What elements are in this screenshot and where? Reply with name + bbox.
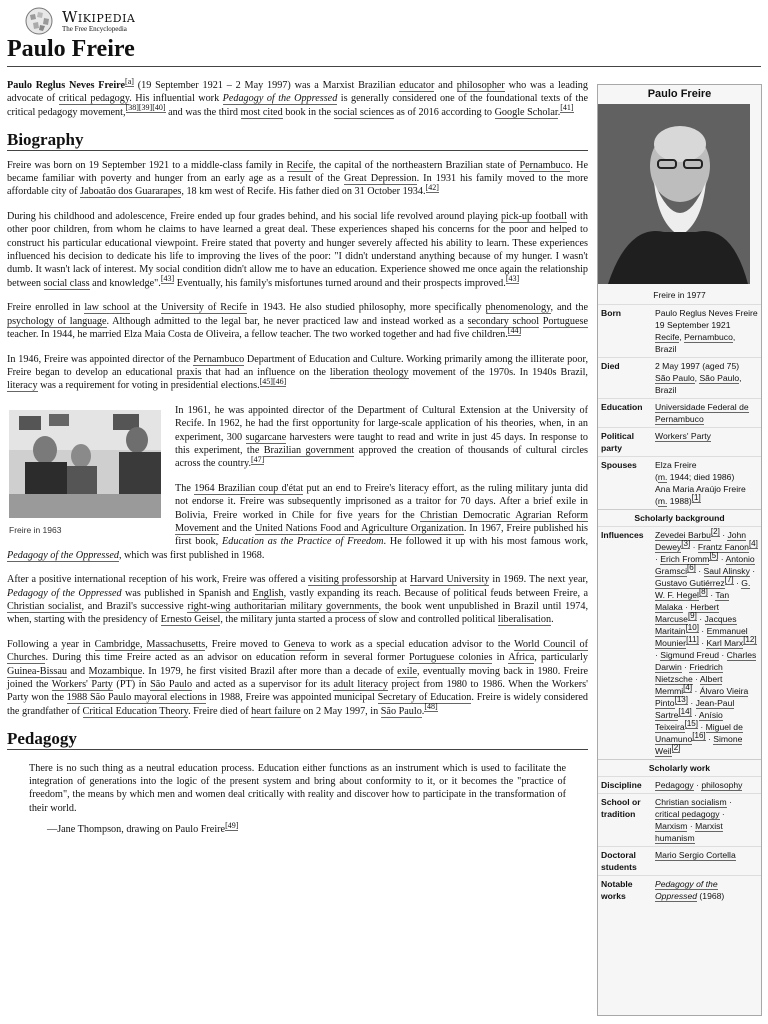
influence-link[interactable]: Sigmund Freud: [660, 650, 720, 660]
spouse-marriage: (m. 1988)[1]: [655, 493, 701, 506]
photo-freire-1977[interactable]: [598, 104, 750, 284]
link-pernambuco[interactable]: Pernambuco: [684, 332, 733, 342]
text: was published in Spanish and: [121, 587, 253, 599]
text: was a requirement for voting in presidential elections.: [37, 380, 260, 392]
bio-paragraph-7: [7, 573, 588, 627]
link-africa[interactable]: Africa: [508, 652, 535, 664]
text: that had an influence on the: [201, 366, 330, 378]
page-title: Paulo Freire: [7, 36, 135, 62]
birth-name: Paulo Reglus Neves Freire: [655, 308, 758, 318]
link-portuguese-colonies[interactable]: Portuguese colonies: [408, 652, 493, 664]
text: Eventually, his family's misfortunes turned around and their prospects improved.: [174, 277, 506, 289]
spouse-marriage: (m. 1944; died 1986): [655, 472, 735, 482]
footnote-link[interactable]: [13]: [674, 695, 688, 705]
infobox-row-discipline: [598, 776, 761, 793]
infobox-row-party: [598, 427, 761, 456]
text: , Brazil: [655, 373, 742, 395]
text: Freire enrolled in: [7, 302, 85, 314]
text: After a positive international reception of his work, Freire was offered a: [7, 574, 309, 586]
link-pedagogy-of-the-oppressed[interactable]: Pedagogy of the Oppressed: [222, 93, 338, 105]
text: and the: [219, 522, 255, 534]
influence-link[interactable]: Simone Weil: [655, 734, 743, 756]
link-university-of-recife[interactable]: University of Recife: [161, 302, 247, 314]
text: . Freire died of: [188, 705, 252, 717]
link-educator[interactable]: educator: [399, 80, 435, 91]
text: , and Brazil's successive: [81, 601, 188, 612]
footnote-link[interactable]: [15]: [684, 719, 698, 729]
link-workers-party[interactable]: Workers' Party: [655, 431, 711, 441]
influence-link[interactable]: Anísio Teixeira: [655, 710, 723, 732]
bio-paragraph-4: [7, 353, 588, 393]
footnote-link[interactable]: [2]: [671, 743, 681, 753]
infobox-section-scholarly-work: Scholarly work: [598, 759, 761, 776]
infobox-photo-caption: Freire in 1977: [653, 290, 706, 300]
text: .: [421, 705, 425, 717]
bio-paragraph-3: [7, 301, 588, 341]
footnote-link[interactable]: [9]: [687, 611, 697, 621]
spouse-name: Ana Maria Araújo Freire: [655, 484, 746, 494]
footnote-link[interactable]: [14]: [678, 707, 692, 717]
infobox-value: Christian socialism · critical pedagogy · Marxism · Marxist humanism: [655, 797, 732, 843]
section-heading-pedagogy: Pedagogy: [7, 732, 588, 749]
influence-link[interactable]: Frantz Fanon: [697, 542, 749, 552]
link-philosopher[interactable]: philosopher: [456, 80, 505, 91]
text: and: [66, 665, 89, 677]
wikipedia-wordmark[interactable]: Wikipedia: [62, 8, 136, 26]
infobox-row-died: [598, 357, 761, 398]
link-mario-sergio-cortella[interactable]: Mario Sergio Cortella: [655, 850, 736, 860]
text: (PT) in: [112, 679, 151, 691]
wikipedia-globe-icon[interactable]: [22, 6, 56, 36]
link-geneva[interactable]: Geneva: [283, 638, 315, 650]
text: , particularly: [534, 652, 588, 664]
text: in: [492, 652, 509, 664]
infobox: [597, 84, 762, 1016]
death-date: 2 May 1997 (aged 75): [655, 361, 740, 371]
text: approved the creation of thousands of cultural circles across the country.: [175, 444, 588, 470]
link-1988-mayoral-elections[interactable]: 1988 São Paulo mayoral elections: [66, 692, 207, 704]
influence-link[interactable]: Herbert Marcuse: [655, 602, 719, 624]
link-marxism[interactable]: Marxism: [655, 821, 688, 831]
text: (1968): [697, 891, 725, 901]
link-phenomenology[interactable]: phenomenology: [485, 302, 551, 314]
text: Department of Education and Culture. Working primarily among the illiterate poor, Freire began to develop an educational: [7, 353, 588, 378]
text: .: [557, 106, 561, 118]
link-military-governments[interactable]: right-wing authoritarian military governments: [187, 601, 379, 612]
footnote-link[interactable]: [45][46]: [259, 376, 287, 386]
footnote-link[interactable]: [4]: [748, 539, 758, 549]
bio-paragraph-8: [7, 638, 588, 718]
infobox-label: Influences: [601, 530, 644, 540]
infobox-section-scholarly-background: Scholarly background: [598, 509, 761, 526]
link-heart-failure[interactable]: heart failure: [251, 705, 301, 717]
footnote-link[interactable]: [38][39][40]: [125, 103, 166, 113]
text: put an end to Freire's literacy effort, as the ruling military junta did not endorse it. Freire was subsequently imprisoned as a traitor for 70 days. After a brief exile in Bolivia, Freire worked in Chile for five years for the: [175, 482, 588, 521]
link-christian-socialist[interactable]: Christian socialist: [7, 601, 82, 612]
infobox-value: [655, 878, 758, 902]
influences-list: Zevedei Barbu[2] · John Dewey[3] · Frantz Fanon[4] · Erich Fromm[5] · Antonio Gramsci[6] · Saul Alinsky · Gustavo Gutiérrez[7] · G. W. F. Hegel[8] · Tan Malaka · Herbert Marcuse[9] · Jacques Maritain[10] · Emmanuel Mounier[11] · Karl Marx[12] · Sigmund Freud · Charles Darwin · Friedrich Nietzsche · Albert Memmi[4] · Álvaro Vieira Pinto[13] · Jean-Paul Sartre[14] · Anísio Teixeira[15] · Miguel de Unamuno[16] · Simone Weil[2]: [655, 527, 758, 756]
footnote-link[interactable]: [3]: [681, 539, 691, 549]
text: Following a year in: [7, 638, 95, 650]
footnote-link[interactable]: [16]: [692, 731, 706, 741]
footnote-link[interactable]: [43]: [160, 274, 175, 284]
bio-paragraph-1: [7, 159, 588, 199]
footnote-link[interactable]: [49]: [225, 820, 239, 830]
infobox-row-school: [598, 793, 761, 846]
infobox-row-spouses: [598, 456, 761, 509]
infobox-value: Pedagogy · philosophy: [655, 780, 743, 790]
text: In 1946, Freire was appointed director of the: [7, 353, 194, 365]
text: and: [434, 80, 457, 91]
link-marxist-humanism[interactable]: Marxist humanism: [655, 821, 723, 843]
link-google-scholar[interactable]: Google Scholar: [494, 106, 558, 118]
birth-place: [655, 331, 758, 355]
link-ernesto-geisel[interactable]: Ernesto Geisel: [160, 614, 221, 626]
text: ,: [679, 332, 685, 342]
link-law-school[interactable]: law school: [84, 302, 130, 314]
photo-figure-1963: [9, 410, 161, 538]
pedagogy-quote: [29, 762, 566, 837]
footnote-link[interactable]: [8]: [698, 587, 708, 597]
wikipedia-tagline: The Free Encyclopedia: [62, 25, 127, 33]
footnote-link[interactable]: [1]: [691, 493, 701, 503]
text: movement of the 1970s. In 1940s Brazil,: [408, 366, 588, 378]
link-mozambique[interactable]: Mozambique: [88, 665, 143, 677]
infobox-label: Doctoral students: [601, 850, 637, 872]
link-pedagogy[interactable]: Pedagogy: [655, 780, 694, 790]
link-adult-literacy[interactable]: adult literacy: [333, 679, 388, 691]
influence-link[interactable]: Karl Marx: [706, 638, 744, 648]
footnote-link[interactable]: [4]: [683, 683, 693, 693]
text: and acted as a supervisor for its: [192, 679, 334, 691]
footnote-link[interactable]: [6]: [687, 563, 696, 573]
infobox-row-education: [598, 398, 761, 427]
citation-text: —Jane Thompson, drawing on Paulo Freire: [47, 824, 226, 836]
text: teacher. In 1944, he married Elza Maia Costa de Oliveira, a fellow teacher. The two worked together and had five children.: [7, 329, 508, 341]
infobox-value: [655, 849, 758, 873]
text: harvesters were taught to read and write in just 45 days. In response to this experiment, the: [175, 431, 588, 456]
influence-link[interactable]: Saul Alinsky: [703, 566, 750, 576]
link-cambridge[interactable]: Cambridge, Massachusetts: [94, 638, 206, 650]
spouse-name: Elza Freire: [655, 460, 697, 470]
link-most-cited[interactable]: most cited: [240, 106, 283, 118]
text: , the book went unpublished in Brazil until 1974, when, starting with the presidency of: [7, 601, 589, 626]
link-secondary-school[interactable]: secondary school: [467, 315, 540, 327]
text: . Freire is widely considered the grandfather of: [7, 692, 588, 717]
text: .: [551, 614, 554, 626]
influence-link[interactable]: Albert Memmi: [655, 674, 723, 696]
link-harvard[interactable]: Harvard University: [410, 574, 490, 586]
link-critical-pedagogy[interactable]: critical pedagogy: [655, 809, 720, 819]
footnote-link[interactable]: [43]: [505, 274, 520, 284]
infobox-label: Political party: [601, 431, 634, 453]
influence-link[interactable]: Zevedei Barbu: [655, 530, 711, 540]
link-agrarian-reform-movement[interactable]: Christian Democratic Agrarian Reform Movement: [175, 509, 589, 534]
infobox-value: [655, 430, 758, 454]
link-recife[interactable]: Recife: [655, 332, 680, 342]
link-pedagogy-of-the-oppressed[interactable]: Pedagogy of the Oppressed: [655, 879, 718, 901]
link-sao-paulo[interactable]: São Paulo: [655, 373, 695, 383]
infobox-row-influences: [598, 526, 761, 759]
infobox-label: Spouses: [601, 460, 637, 470]
text: and was the third: [165, 106, 241, 118]
text: , Brazil: [655, 332, 736, 354]
influence-link[interactable]: Miguel de Unamuno: [655, 722, 743, 744]
infobox-row-notable-works: [598, 875, 761, 904]
text: book in the: [282, 106, 334, 118]
link-psychology-of-language[interactable]: psychology of language: [7, 315, 107, 327]
footnote-link[interactable]: [48]: [424, 702, 438, 712]
link-recife[interactable]: Recife: [286, 159, 314, 171]
text: , the capital of the northeastern Brazilian state of: [313, 159, 520, 171]
footnote-link[interactable]: [47]: [251, 454, 265, 464]
text: , eventually moving back in 1980. Freire joined the: [7, 665, 588, 691]
bio-paragraph-2: [7, 210, 588, 290]
text: . In 1967, Freire published his first book,: [175, 522, 588, 548]
link-social-sciences[interactable]: social sciences: [333, 106, 394, 118]
footnote-link[interactable]: [a]: [125, 76, 134, 86]
text: with other poor children, from whom he claims to have learned a great deal. These experiences shaped his concerns for the poor and helped to construct his particular educational viewpoint. Freire stated that poverty and hunger severely affected his ability to learn. These experiences influenced his decision to dedicate his life to improving the lives of the poor: "I didn't understand anything because of my hunger. I wasn't dumb. It wasn't lack of interest. My social condition didn't allow me to have an education. Experience showed me once again the relationship between: [7, 210, 588, 289]
quote-citation: [47, 820, 566, 836]
text: During his childhood and adolescence, Freire ended up four grades behind, and his social life revolved around playing: [7, 210, 501, 222]
text: in 1988, Freire was appointed municipal: [206, 692, 378, 704]
infobox-value: [655, 360, 758, 396]
text: . In 1931 his family moved to the more affordable city of: [7, 173, 588, 198]
text: 1988): [667, 496, 692, 506]
text: . During this time Freire acted as an advisor on education reform in several former: [45, 652, 409, 664]
link-married[interactable]: m.: [657, 496, 668, 506]
footnote-link[interactable]: [2]: [710, 527, 720, 537]
influence-link[interactable]: Gustavo Gutiérrez: [655, 578, 725, 588]
photo-caption: Freire in 1963: [9, 525, 62, 536]
link-sao-paulo[interactable]: São Paulo: [380, 705, 422, 717]
influence-link[interactable]: G. W. F. Hegel: [655, 578, 751, 600]
infobox-value: [655, 459, 758, 507]
text: in 1969. The next year,: [489, 574, 588, 586]
link-ufpe[interactable]: Universidade Federal de Pernambuco: [655, 402, 749, 424]
text: who was a leading advocate of: [7, 80, 588, 105]
influence-link[interactable]: John Dewey: [655, 530, 747, 552]
footnote-link[interactable]: [44]: [507, 325, 522, 335]
link-sao-paulo[interactable]: São Paulo: [150, 679, 193, 691]
link-guinea-bissau[interactable]: Guinea-Bissau: [7, 665, 67, 677]
link-secretary-of-education[interactable]: Secretary of Education: [377, 692, 472, 704]
link-pick-up-football[interactable]: pick-up football: [500, 210, 567, 222]
link-workers-party[interactable]: Workers' Party: [51, 679, 113, 691]
influence-link[interactable]: Jacques Maritain: [655, 614, 737, 636]
link-critical-education-theory[interactable]: Critical Education Theory: [82, 705, 189, 717]
text: , 18 km west of Recife. His father died on 31 October 1934.: [181, 186, 426, 198]
text: and knowledge".: [89, 277, 161, 289]
quote-text: There is no such thing as a neutral education process. Education either functions as an instrument which is used to facilitate the integration of generations into the logic of the present system and bring about conformity to it, or it becomes the "practice of freedom", the means by which men and women deal critically with reality and discover how to participate in the transformation of their world.: [29, 762, 566, 814]
infobox-row-doctoral: [598, 846, 761, 875]
text: . He followed it up with his most famous work,: [383, 536, 588, 548]
influence-link[interactable]: Antonio Gramsci: [655, 554, 755, 576]
link-liberalisation[interactable]: liberalisation: [497, 614, 552, 626]
infobox-label: Born: [601, 308, 622, 318]
text: Freire was born on 19 September 1921 to a middle-class family in: [7, 159, 287, 171]
link-portuguese[interactable]: Portuguese: [542, 315, 589, 327]
text: In 1961, he was appointed director of the Department of Cultural Extension at the University of Recife. In 1962, he had the first opportunity for large-scale application of his theories, when, in an experiment, 300: [175, 404, 588, 443]
birth-date: 19 September 1921: [655, 320, 731, 330]
link-pernambuco[interactable]: Pernambuco: [519, 159, 571, 171]
influence-link[interactable]: Friedrich Nietzsche: [655, 662, 723, 684]
infobox-value: [655, 307, 758, 355]
link-married[interactable]: m.: [657, 472, 668, 482]
link-liberation-theology[interactable]: liberation theology: [329, 366, 409, 378]
link-philosophy[interactable]: philosophy: [701, 780, 743, 790]
link-critical-pedagogy[interactable]: critical pedagogy: [58, 93, 130, 105]
influence-link[interactable]: Tan Malaka: [655, 590, 730, 612]
link-1964-coup[interactable]: 1964 Brazilian coup d'état: [194, 482, 304, 494]
death-place: [655, 372, 758, 396]
influence-link[interactable]: Jean-Paul Sartre: [655, 698, 735, 720]
footnote-link[interactable]: [42]: [425, 183, 439, 193]
footnote-link[interactable]: [5]: [709, 551, 719, 561]
link-brazilian-government[interactable]: Brazilian government: [263, 444, 355, 456]
text: , vastly expanding its reach. Because of political feuds between Freire, a: [283, 587, 588, 599]
text: . His influential work: [129, 93, 223, 105]
text: , and the: [550, 302, 589, 314]
text: , Freire moved to: [205, 638, 284, 650]
text: at the: [129, 302, 161, 314]
infobox-label: Notable works: [601, 879, 633, 901]
book-title: Pedagogy of the Oppressed: [7, 587, 122, 599]
influence-link[interactable]: Charles Darwin: [655, 650, 757, 672]
infobox-label: Discipline: [601, 780, 642, 790]
link-visiting-professorship[interactable]: visiting professorship: [308, 574, 397, 586]
link-social-class[interactable]: social class: [43, 277, 90, 289]
link-sao-paulo-state[interactable]: São Paulo: [699, 373, 740, 383]
infobox-label: School or tradition: [601, 797, 641, 819]
influence-link[interactable]: Álvaro Vieira Pinto: [655, 686, 749, 708]
link-christian-socialism[interactable]: Christian socialism: [655, 797, 727, 807]
link-sugarcane[interactable]: sugarcane: [245, 431, 287, 443]
text: . In 1979, he first visited Brazil after more than a decade of: [142, 665, 398, 677]
influence-link[interactable]: Erich Fromm: [660, 554, 710, 564]
infobox-row-born: [598, 304, 761, 357]
text: on 2 May 1997, in: [300, 705, 381, 717]
footnote-link[interactable]: [10]: [685, 623, 699, 633]
footnote-link[interactable]: [41]: [560, 103, 574, 113]
text: at: [396, 574, 410, 586]
link-great-depression[interactable]: Great Depression: [344, 173, 417, 185]
text: is generally considered one of the foundational texts of the critical pedagogy movement,: [7, 93, 588, 118]
footnote-link[interactable]: [12]: [743, 635, 757, 645]
link-pernambuco[interactable]: Pernambuco: [193, 353, 245, 365]
link-world-council-of-churches[interactable]: World Council of Churches: [7, 638, 588, 664]
subject-name: Paulo Reglus Neves Freire: [7, 80, 126, 91]
title-divider: [7, 66, 761, 67]
infobox-title: Paulo Freire: [647, 88, 712, 100]
section-heading-biography: Biography: [7, 133, 588, 150]
link-un-fao[interactable]: United Nations Food and Agriculture Organization: [254, 522, 464, 534]
infobox-value: [655, 401, 758, 425]
link-pedagogy-of-the-oppressed[interactable]: Pedagogy of the Oppressed: [7, 549, 119, 561]
link-praxis[interactable]: praxis: [176, 366, 202, 378]
infobox-label: Died: [601, 361, 620, 371]
text: (19 September 1921 – 2 May 1997) was a Marxist Brazilian: [133, 80, 400, 91]
text: , the military junta started a process of slow and controlled political: [220, 614, 498, 626]
text: ,: [694, 373, 700, 383]
link-jaboatao[interactable]: Jaboatão dos Guararapes: [80, 186, 182, 198]
intro-paragraph: [7, 76, 588, 119]
text: , which was first published in 1968.: [118, 549, 265, 561]
footnote-link[interactable]: [11]: [686, 635, 699, 645]
article-body: [7, 76, 589, 845]
link-exile[interactable]: exile: [397, 665, 417, 677]
text: . He became familiar with poverty and hunger from an early age as a result of the: [7, 159, 588, 185]
text: project from 1980 to 1986. When the Workers' Party won the: [7, 679, 588, 704]
link-literacy[interactable]: literacy: [7, 380, 38, 392]
text: as of 2016 according to: [393, 106, 495, 118]
link-english[interactable]: English: [252, 587, 284, 599]
photo-freire-1963[interactable]: [9, 410, 161, 518]
text: in 1943. He also studied philosophy, more specifically: [246, 302, 486, 314]
text: The: [175, 482, 195, 494]
footnote-link[interactable]: [7]: [724, 575, 734, 585]
text: . Although admitted to the legal bar, he never practiced law and instead worked as a: [106, 315, 468, 327]
text: 1944; died 1986): [667, 472, 735, 482]
influence-link[interactable]: Emmanuel Mounier: [655, 626, 748, 648]
infobox-label: Education: [601, 402, 643, 412]
book-title: Education as the Practice of Freedom: [222, 536, 384, 548]
text: to work as a special education advisor to the: [314, 638, 515, 650]
